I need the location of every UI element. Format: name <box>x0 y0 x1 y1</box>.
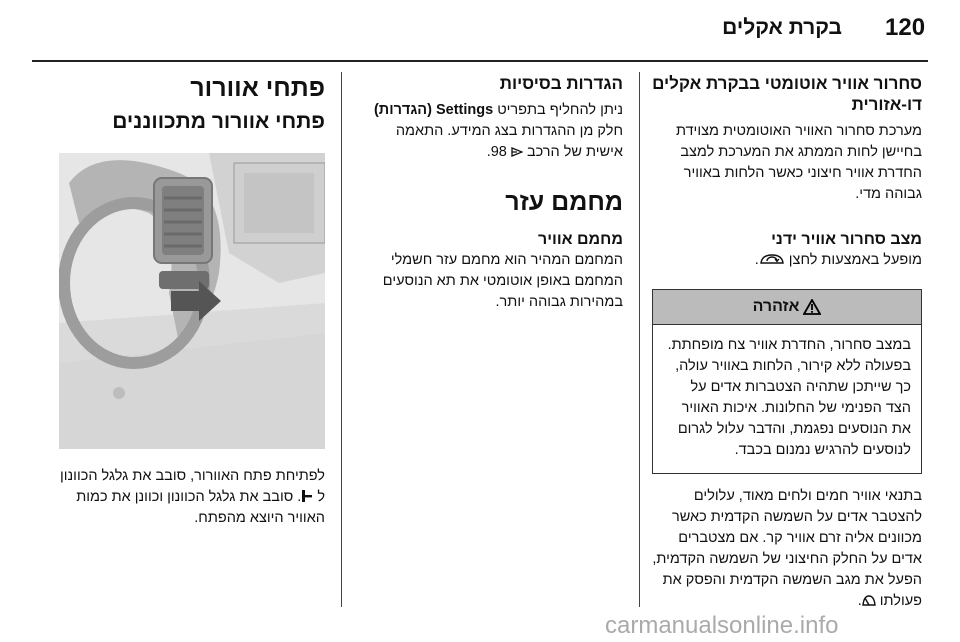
air-vent-illustration <box>59 153 325 449</box>
middle-column <box>355 73 623 313</box>
page-reference-icon <box>511 146 523 158</box>
left-column <box>55 73 325 529</box>
column-divider-right <box>639 72 640 607</box>
basic-settings-heading: הגדרות בסיסיות <box>499 74 623 93</box>
page-number: 120 <box>885 14 926 41</box>
basic-settings-text: ניתן להחליף בתפריט Settings (הגדרות) חלק מן ההגדרות בצג המידע. התאמה אישית של הרכב 98. <box>373 102 623 160</box>
manual-recirculation-heading: מצב סחרור אוויר ידני <box>771 231 922 248</box>
page-title: בקרת אקלים <box>722 16 842 39</box>
warning-header <box>653 290 921 325</box>
aux-heater-heading: מחמם עזר <box>505 188 623 216</box>
auto-recirculation-text: מערכת סחרור האוויר האוטומטית מצוידת בחיישן לחות הממתג את המערכת למצב החדרת אוויר חיצוני כאשר הלחות באוויר גבוהה מדי. <box>675 123 922 202</box>
header-divider <box>32 60 928 62</box>
warning-title: אזהרה <box>752 298 800 315</box>
warning-box <box>652 289 922 474</box>
air-heater-text: המחמם המהיר הוא מחמם עזר חשמלי המחמם באופן אוטומטי את תא הנוסעים במהירות גבוהה יותר. <box>382 252 623 310</box>
section-heading-auto-recirculation: סחרור אוויר אוטומטי בבקרת אקלים דו-אזורית <box>652 74 922 114</box>
right-column <box>652 73 922 612</box>
column-divider-left <box>341 72 342 607</box>
air-heater-heading: מחמם אוויר <box>537 231 623 248</box>
vent-caption: לפתיחת פתח האוורור, סובב את גלגל הכוונון ל . סובב את גלגל הכוונון וכוונן את כמות האוויר היוצא מהפתח. <box>60 468 325 526</box>
adjustable-vents-heading: פתחי אוורור מתכווננים <box>112 110 325 133</box>
fogging-text: בתנאי אוויר חמים ולחים מאוד, עלולים להצטבר אדים על השמשה הקדמית כאשר מכוונים אליה זרם אוויר קר. אם מצטברים אדים על החלק החיצוני של השמשה הקדמית, הפעל את מגב השמשה הקדמית והפסק את פעולתו . <box>652 488 922 609</box>
manual-recirculation-text: מופעל באמצעות לחצן . <box>754 252 922 268</box>
open-vent-icon <box>301 489 313 503</box>
recirculation-icon <box>759 252 785 266</box>
warning-text: במצב סחרור, החדרת אוויר צח מופחתת. בפעולה ללא קירור, הלחות באוויר עולה, כך שייתכן שתהיה הצטברות אדים על הצד הפנימי של החלונות. איכות האוויר את הנוסעים נפגמת, והדבר עלול לגרום לנוסעים להרגיש נמנום בכבד. <box>667 337 911 458</box>
watermark: carmanualsonline.info <box>605 612 839 639</box>
air-vents-heading: פתחי אוורור <box>190 74 325 102</box>
wiper-icon <box>862 593 876 607</box>
warning-triangle-icon <box>803 299 821 315</box>
settings-menu-label: Settings (הגדרות) <box>373 102 494 118</box>
